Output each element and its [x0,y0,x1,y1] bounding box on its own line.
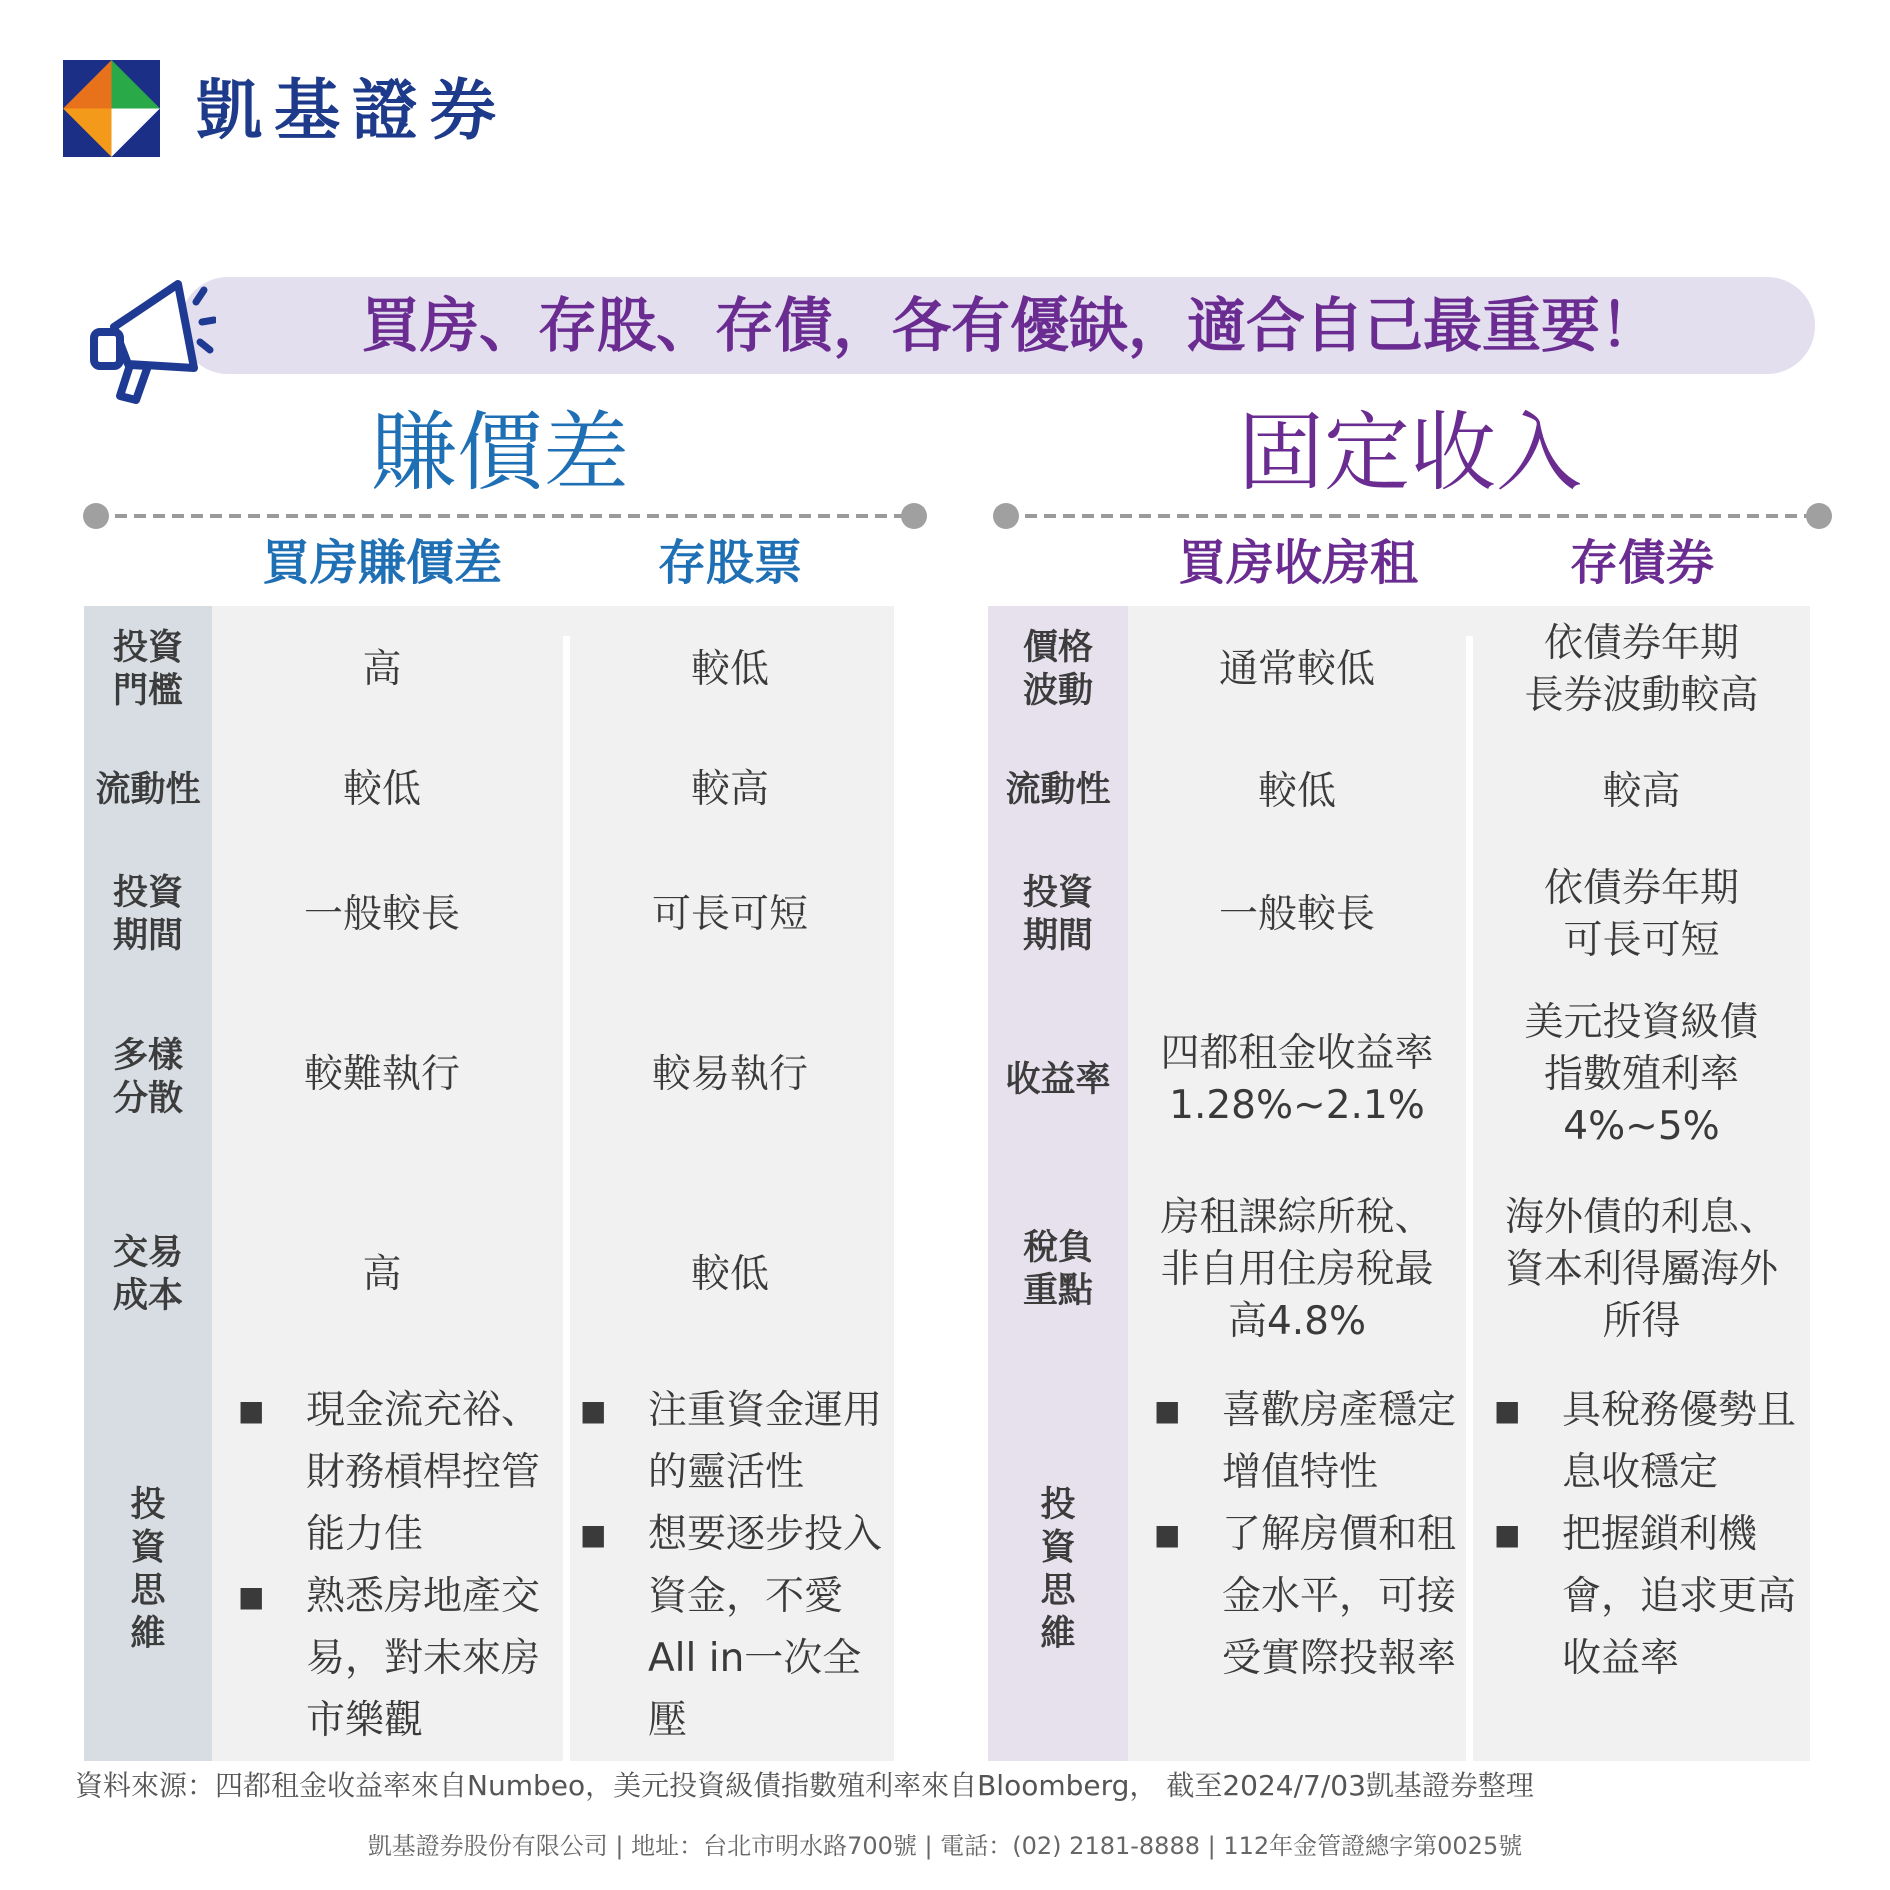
list-item: ■ 了解房價和租金水平，可接受實際投報率 [1154,1504,1458,1690]
row-label: 價格 波動 [1022,628,1093,711]
table-cell: 較低 [1257,769,1336,814]
list-item: ■ 注重資金運用的靈活性 [580,1380,884,1504]
table-cell: 較低 [690,1252,769,1297]
table-cell: 較高 [690,767,769,812]
table-cell: 高 [362,1252,402,1297]
bullet-list [238,1380,544,1752]
bullet-list [1154,1380,1458,1690]
company-info: 凱基證券股份有限公司 | 地址：台北市明水路700號 | 電話：(02) 2181-8888 | 112年金管證總字第0025號 [367,1832,1523,1860]
table-cell: 一般較長 [1218,892,1375,937]
kgi-logo-icon [63,60,160,157]
bullet-list [1494,1380,1798,1690]
table-cell: 四都租金收益率 1.28%~2.1% [1160,1031,1434,1128]
table-cell: 海外債的利息、 資本利得屬海外 所得 [1504,1195,1778,1344]
row-label: 投 資 思 維 [130,1485,166,1654]
table-cell: 較低 [690,647,769,692]
row-label: 投資 期間 [112,873,183,956]
source-note: 資料來源：四都租金收益率來自Numbeo，美元投資級債指數殖利率來自Bloomberg， 截至2024/7/03凱基證券整理 [75,1769,1534,1802]
list-item: ■ 具稅務優勢且息收穩定 [1494,1380,1798,1504]
bullet-icon: ■ [1494,1394,1521,1427]
row-label: 流動性 [1005,769,1111,810]
table-cell: 高 [362,647,402,692]
row-label: 投 資 思 維 [1040,1485,1076,1654]
list-item: ■ 喜歡房產穩定增值特性 [1154,1380,1458,1504]
bullet-icon: ■ [238,1394,265,1427]
table-cell: 房租課綜所稅、 非自用住房稅最 高4.8% [1160,1195,1434,1344]
table-cell: 較低 [342,767,421,812]
table-cell: 依債券年期 可長可短 [1543,866,1739,963]
row-label: 投資 門檻 [112,628,183,711]
section-title-fixed-income: 固定收入 [1238,403,1582,503]
bullet-list [580,1380,884,1752]
bullet-icon: ■ [1154,1394,1181,1427]
bullet-icon: ■ [238,1580,265,1613]
table-cell: 美元投資級債 指數殖利率 4%~5% [1524,1000,1759,1149]
row-label: 交易 成本 [112,1233,183,1316]
table-cell: 較易執行 [651,1052,808,1097]
list-item: ■ 現金流充裕、財務槓桿控管能力佳 [238,1380,544,1566]
table-cell: 依債券年期 長券波動較高 [1524,621,1759,718]
col-header-buy-house-spread: 買房賺價差 [261,535,502,591]
bullet-icon: ■ [580,1394,607,1427]
table-cell: 較難執行 [303,1052,460,1097]
row-label: 投資 期間 [1022,873,1093,956]
megaphone-icon [86,272,216,404]
col-header-stocks: 存股票 [657,535,802,591]
col-header-bonds: 存債券 [1569,535,1714,591]
bullet-icon: ■ [580,1518,607,1551]
table-cell: 一般較長 [303,892,460,937]
right-column-separator [1466,636,1473,1761]
brand-name: 凱基證券 [196,72,508,149]
table-cell: 較高 [1602,769,1681,814]
row-label: 流動性 [95,769,201,810]
section-title-spread: 賺價差 [371,403,629,503]
headline-text: 買房、存股、存債，各有優缺，適合自己最重要！ [360,291,1659,360]
row-label: 收益率 [1005,1059,1111,1100]
list-item: ■ 把握鎖利機會，追求更高收益率 [1494,1504,1798,1690]
table-cell: 可長可短 [651,892,808,937]
table-cell: 通常較低 [1218,647,1375,692]
row-label: 多樣 分散 [112,1035,183,1119]
list-item: ■ 熟悉房地產交易，對未來房市樂觀 [238,1566,544,1752]
list-item: ■ 想要逐步投入資金，不愛All in一次全壓 [580,1504,884,1752]
bullet-icon: ■ [1494,1518,1521,1551]
col-header-buy-house-rent: 買房收房租 [1177,535,1418,591]
row-label: 稅負 重點 [1022,1228,1093,1311]
bullet-icon: ■ [1154,1518,1181,1551]
